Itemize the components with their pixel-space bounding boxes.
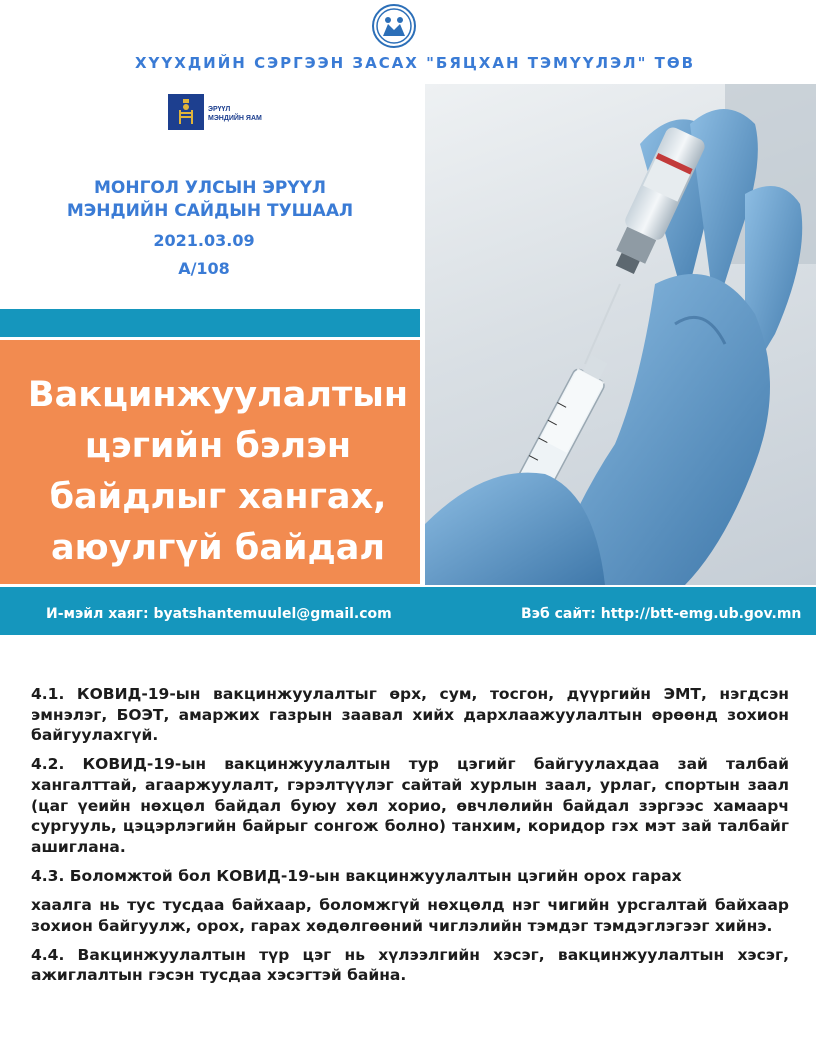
headline-line-3: байдлыг хангах, <box>49 477 387 517</box>
headline <box>8 370 428 574</box>
headline-line-2: цэгийн бэлэн <box>84 426 352 466</box>
mongolia-soyombo-icon <box>168 94 204 130</box>
paragraph-4-1: 4.1. КОВИД-19-ын вакцинжуулалтыг өрх, сум, тосгон, дүүргийн ЭМТ, нэгдсэн эмнэлэг, БОЭТ, амаржих газрын заавал хийх дархлаажуулалтын өрөөнд зохион байгуулахгүй. <box>31 685 789 745</box>
vaccine-photo <box>425 84 816 585</box>
paragraph-4-3-line-1: 4.3. Боломжтой бол КОВИД-19-ын вакцинжуулалтын цэгийн орох гарах <box>31 866 682 885</box>
ministry-logo-text-1: ЭРҮҮЛ <box>208 106 231 113</box>
order-date: 2021.03.09 <box>153 231 255 250</box>
ministry-logo-text-2: МЭНДИЙН ЯАМ <box>208 115 262 122</box>
paragraph-4-3-rest: хаалга нь тус тусдаа байхаар, боломжгүй нөхцөлд нэг чигийн урсгалтай байхаар зохион байгуулж, орох, гарах хөдөлгөөний чиглэлийн тэмдэг тэмдэглэгээг хийнэ. <box>31 896 789 936</box>
order-number: А/108 <box>178 259 230 278</box>
email-link[interactable]: И-мэйл хаяг: byatshantemuulel@gmail.com <box>46 606 392 622</box>
website-link[interactable]: Вэб сайт: http://btt-emg.ub.gov.mn <box>521 606 802 622</box>
teal-divider <box>0 309 420 337</box>
headline-line-1: Вакцинжуулалтын <box>27 375 409 415</box>
org-logo-icon <box>372 4 416 48</box>
paragraph-4-2: 4.2. КОВИД-19-ын вакцинжуулалтын тур цэгийг байгуулахдаа зай талбай хангалттай, агааржуулалт, гэрэлтүүлэг сайтай хурлын заал, урлаг, спортын заал (цаг үеийн нөхцөл байдал буюу хөл хорио, өвчлөлийн байдал зэргээс хамаарч сургууль, цэцэрлэгийн байрыг сонгож болно) танхим, коридор гэх мэт зай талбайг ашиглана. <box>31 755 789 856</box>
paragraph-4-4: 4.4. Вакцинжуулалтын түр цэг нь хүлээлгийн хэсэг, вакцинжуулалтын хэсэг, ажиглалтын гэсэн тусдаа хэсэгтэй байна. <box>31 945 789 985</box>
body-text <box>31 684 789 994</box>
order-title-line-2: МЭНДИЙН САЙДЫН ТУШААЛ <box>66 201 354 221</box>
headline-line-4: аюулгүй байдал <box>50 528 385 568</box>
ministry-logo <box>168 94 290 130</box>
order-title-line-1: МОНГОЛ УЛСЫН ЭРҮҮЛ <box>93 178 327 198</box>
org-name: ХҮҮХДИЙН СЭРГЭЭН ЗАСАХ "БЯЦХАН ТЭМҮҮЛЭЛ" ТӨВ <box>134 54 696 72</box>
